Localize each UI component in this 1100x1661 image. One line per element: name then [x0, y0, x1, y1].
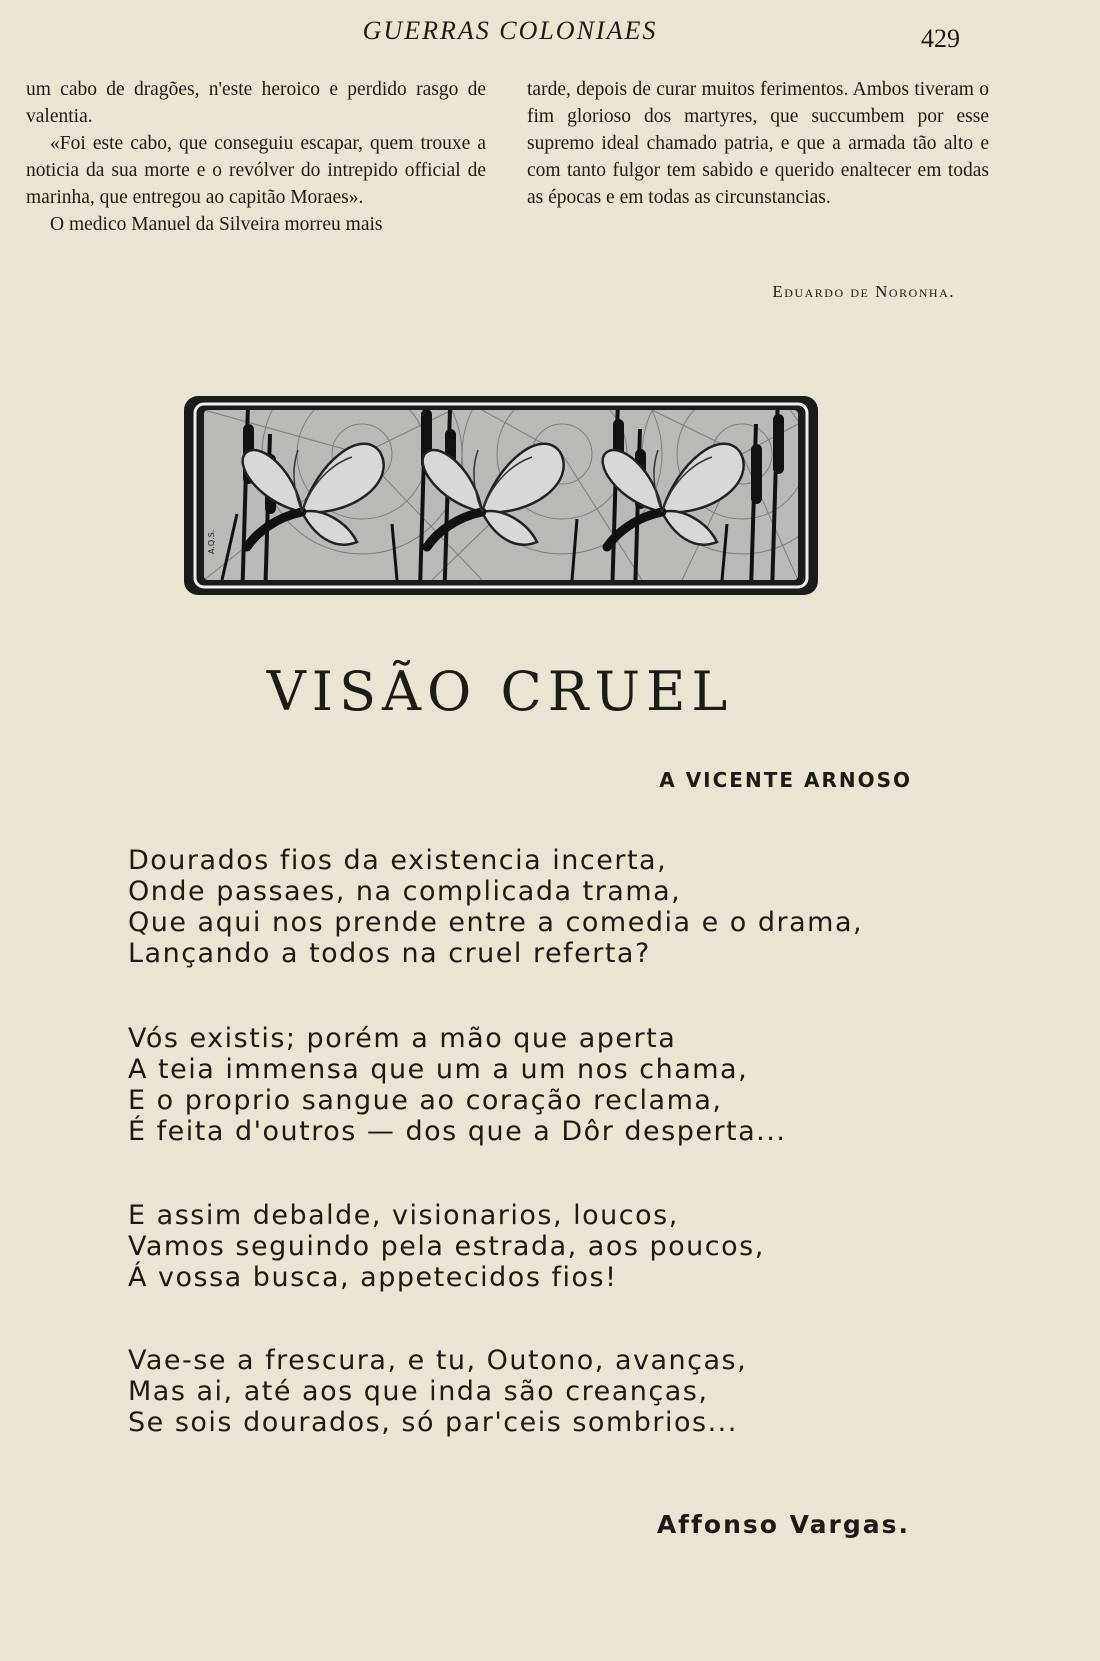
- decorative-ornament: [182, 394, 820, 597]
- verse-line: Onde passaes, na complicada trama,: [128, 876, 682, 907]
- ornament-monogram: A.Q.S.: [207, 529, 216, 554]
- verse-line: Mas ai, até aos que inda são creanças,: [128, 1376, 709, 1407]
- poem-title: VISÃO CRUEL: [266, 660, 734, 723]
- paragraph: «Foi este cabo, que conseguiu escapar, quem trouxe a noticia da sua morte e o revólver do intrepido official de marinha, que entregou ao capitão Moraes».: [26, 133, 486, 208]
- stanza: [128, 1200, 888, 1293]
- poem-dedication: A VICENTE ARNOSO: [659, 768, 912, 792]
- verse-line: A teia immensa que um a um nos chama,: [128, 1054, 749, 1085]
- page-number: 429: [921, 24, 960, 53]
- article-signature: Eduardo de Noronha.: [772, 282, 955, 301]
- right-column: [527, 76, 989, 211]
- verse-line: Á vossa busca, appetecidos fios!: [128, 1262, 618, 1293]
- stanza: [128, 1345, 888, 1438]
- verse-line: Se sois dourados, só par'ceis sombrios...: [128, 1407, 738, 1438]
- paragraph: O medico Manuel da Silveira morreu mais: [50, 214, 383, 235]
- verse-line: É feita d'outros — dos que a Dôr desperta...: [128, 1116, 787, 1147]
- poem-author: Affonso Vargas.: [656, 1510, 910, 1539]
- verse-line: E assim debalde, visionarios, loucos,: [128, 1200, 679, 1231]
- stanza: [128, 845, 888, 969]
- verse-line: Que aqui nos prende entre a comedia e o drama,: [128, 907, 864, 938]
- stanza: [128, 1023, 888, 1147]
- verse-line: E o proprio sangue ao coração reclama,: [128, 1085, 723, 1116]
- verse-line: Vós existis; porém a mão que aperta: [128, 1023, 677, 1054]
- verse-line: Vamos seguindo pela estrada, aos poucos,: [128, 1231, 765, 1262]
- paragraph: um cabo de dragões, n'este heroico e perdido rasgo de valentia.: [26, 79, 486, 127]
- verse-line: Lançando a todos na cruel referta?: [128, 938, 651, 969]
- running-title: GUERRAS COLONIAES: [362, 16, 658, 45]
- verse-line: Dourados fios da existencia incerta,: [128, 845, 668, 876]
- verse-line: Vae-se a frescura, e tu, Outono, avanças,: [128, 1345, 748, 1376]
- paragraph: tarde, depois de curar muitos ferimentos. Ambos tiveram o fim glorioso dos martyres, que succumbem por esse supremo ideal chamado patria, e que a armada tão alto e com tanto fulgor tem sabido e querido enaltecer em todas as épocas e em todas as circunstancias.: [527, 79, 989, 208]
- left-column: [26, 76, 486, 238]
